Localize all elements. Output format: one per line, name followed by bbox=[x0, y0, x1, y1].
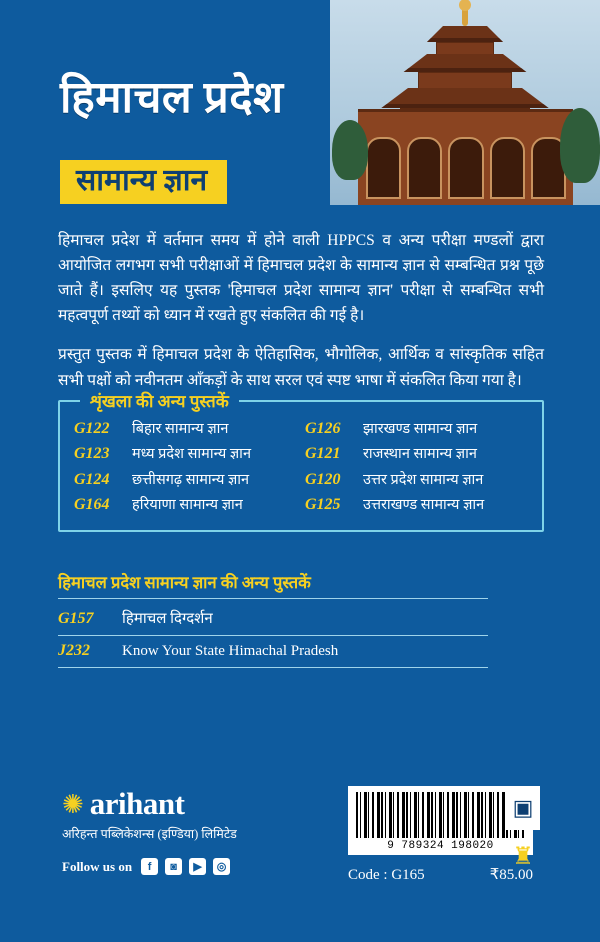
barcode-bars bbox=[356, 792, 525, 838]
book-code: G125 bbox=[305, 496, 341, 514]
series-box bbox=[58, 392, 544, 532]
book-title: उत्तराखण्ड सामान्य ज्ञान bbox=[363, 497, 485, 514]
description-block bbox=[58, 228, 544, 393]
follow-label: Follow us on bbox=[62, 858, 133, 874]
temple-tier-second bbox=[418, 72, 512, 90]
series-heading: शृंखला की अन्य पुस्तकें bbox=[80, 389, 239, 412]
publisher-logo bbox=[62, 788, 292, 819]
series-list bbox=[74, 420, 528, 515]
lamp-icon: ♜ bbox=[512, 843, 534, 870]
book-title: उत्तर प्रदेश सामान्य ज्ञान bbox=[363, 471, 484, 488]
tree-left bbox=[332, 120, 368, 180]
facebook-icon[interactable]: f bbox=[141, 858, 158, 875]
book-code: G121 bbox=[305, 445, 341, 463]
other-books-heading bbox=[58, 570, 488, 599]
book-title: झारखण्ड सामान्य ज्ञान bbox=[363, 421, 478, 437]
list-item[interactable] bbox=[305, 420, 528, 438]
page-subtitle-banner bbox=[60, 160, 227, 204]
follow-us-row bbox=[62, 858, 292, 875]
book-code: G120 bbox=[305, 470, 341, 488]
book-title: हरियाणा सामान्य ज्ञान bbox=[132, 497, 243, 514]
list-item[interactable] bbox=[74, 445, 297, 463]
temple-photo bbox=[330, 0, 600, 205]
book-title: बिहार सामान्य ज्ञान bbox=[132, 421, 229, 437]
book-code: G123 bbox=[74, 445, 110, 463]
description-paragraph-2: प्रस्तुत पुस्तक में हिमाचल प्रदेश के ऐतिहासिक, भौगोलिक, आर्थिक व सांस्कृतिक सहित सभी पक्षों को नवीनतम आँकड़ों के साथ सरल एवं स्पष्ट भाषा में संकलित किया गया है। bbox=[58, 346, 544, 389]
book-title: मध्य प्रदेश सामान्य ज्ञान bbox=[132, 446, 251, 463]
product-code: Code : G165 bbox=[348, 867, 425, 883]
other-books-list bbox=[58, 604, 488, 668]
list-item[interactable] bbox=[74, 471, 297, 489]
description-paragraph-1: हिमाचल प्रदेश में वर्तमान समय में होने वाली HPPCS व अन्य परीक्षा मण्डलों द्वारा आयोजित लगभग सभी परीक्षाओं में हिमाचल प्रदेश के सामान्य ज्ञान से सम्बन्धित प्रश्न पूछे जाते हैं। इसलिए यह पुस्तक 'हिमाचल प्रदेश सामान्य ज्ञान' परीक्षा से सम्बन्धित सभी महत्वपूर्ण तथ्यों को ध्यान में रखते हुए संकलित की गई है। bbox=[58, 232, 544, 325]
book-code: G126 bbox=[305, 420, 341, 437]
page-title: हिमाचल प्रदेश bbox=[60, 73, 284, 122]
temple-tier-top bbox=[436, 42, 494, 56]
list-item[interactable] bbox=[305, 445, 528, 463]
list-item[interactable] bbox=[74, 496, 297, 514]
hero-banner bbox=[0, 0, 600, 215]
book-code: G124 bbox=[74, 470, 110, 488]
list-item[interactable] bbox=[74, 420, 297, 438]
divider bbox=[58, 598, 488, 599]
other-books-heading-text: हिमाचल प्रदेश सामान्य ज्ञान की अन्य पुस्तकें bbox=[58, 573, 311, 592]
list-item[interactable] bbox=[58, 636, 488, 668]
price: ₹85.00 bbox=[489, 867, 533, 883]
instagram-icon[interactable]: ◙ bbox=[165, 858, 182, 875]
page-subtitle: सामान्य ज्ञान bbox=[76, 164, 208, 197]
book-title: हिमाचल दिग्दर्शन bbox=[122, 611, 213, 627]
book-title: राजस्थान सामान्य ज्ञान bbox=[363, 446, 477, 463]
book-title: छत्तीसगढ़ सामान्य ज्ञान bbox=[132, 471, 250, 488]
list-item[interactable] bbox=[305, 496, 528, 514]
book-code: J232 bbox=[58, 642, 90, 659]
temple-arch bbox=[448, 137, 483, 199]
isbn-number: 9 789324 198020 bbox=[387, 840, 494, 852]
publisher-name: arihant bbox=[89, 786, 185, 821]
book-code: G164 bbox=[74, 496, 110, 514]
temple-arch bbox=[366, 137, 401, 199]
book-code: G157 bbox=[58, 610, 94, 627]
book-title: Know Your State Himachal Pradesh bbox=[122, 643, 339, 659]
emblem-icon: ▣ bbox=[506, 786, 540, 830]
temple-arches bbox=[366, 137, 566, 199]
temple-spire bbox=[462, 6, 468, 26]
temple-base bbox=[358, 109, 573, 205]
tree-right bbox=[560, 108, 600, 183]
temple-arch bbox=[407, 137, 442, 199]
temple-arch bbox=[490, 137, 525, 199]
star-icon: ✺ bbox=[62, 788, 84, 819]
barcode-block bbox=[348, 786, 548, 884]
code-price-row bbox=[348, 865, 533, 884]
publisher-block bbox=[62, 788, 292, 875]
publisher-legal-name: अरिहन्त पब्लिकेशन्स (इण्डिया) लिमिटेड bbox=[62, 827, 237, 841]
youtube-icon[interactable]: ▶ bbox=[189, 858, 206, 875]
book-code: G122 bbox=[74, 420, 110, 437]
list-item[interactable] bbox=[58, 604, 488, 636]
twitter-icon[interactable]: ◎ bbox=[213, 858, 230, 875]
list-item[interactable] bbox=[305, 471, 528, 489]
